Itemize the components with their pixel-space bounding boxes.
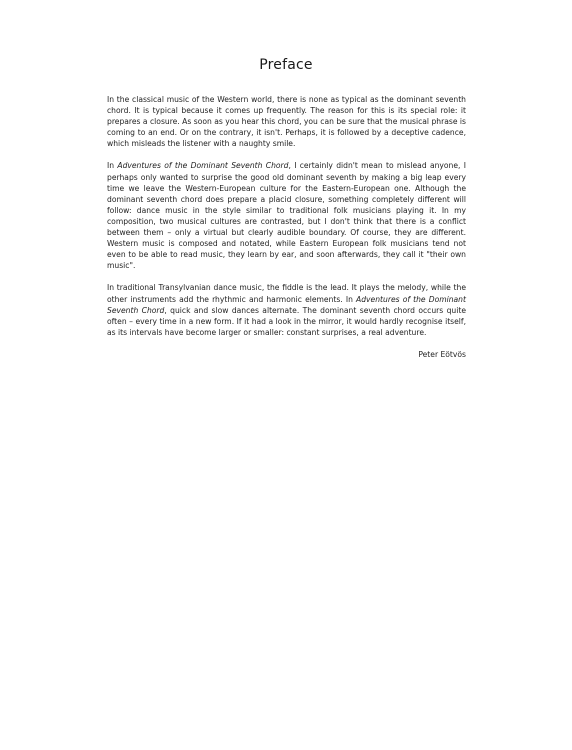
paragraph-3-text-a: In traditional Transylvanian dance music, the fiddle is the lead. It plays the melody, while the other instruments add the rhythmic and harmonic elements. In [107, 283, 466, 304]
paragraph-1 [107, 94, 466, 149]
paragraph-3-text-b: , quick and slow dances alternate. The dominant seventh chord occurs quite often – every time in a new form. If it had a look in the mirror, it would hardly recognise itself, as its intervals have become larger or smaller: constant surprises, a real adventure. [107, 305, 466, 337]
paragraph-2 [107, 160, 466, 271]
paragraph-2-work-title: Adventures of the Dominant Seventh Chord [117, 161, 289, 171]
paragraph-2-text-a: In [107, 161, 118, 171]
paragraph-2-text-b: , I certainly didn't mean to mislead anyone, I perhaps only wanted to surprise the good old dominant seventh by making a big leap every time we leave the Western-European culture for the Eastern-European one. Although the dominant seventh chord does prepare a placid closure, something completely different will follow: dance music in the style similar to traditional folk musicians playing it. In my composition, two musical cultures are contrasted, but I don't think that there is a conflict between them – only a virtual but clearly audible boundary. Of course, they are different. Western music is composed and notated, while Eastern European folk musicians tend not even to be able to read music, they learn by ear, and soon afterwards, they call it "their own music". [107, 161, 467, 271]
page-title: Preface [259, 57, 313, 73]
preface-body [107, 94, 466, 360]
author-signature: Peter Eötvös [418, 349, 466, 359]
paragraph-1-text: In the classical music of the Western world, there is none as typical as the dominant seventh chord. It is typical because it comes up frequently. The reason for this is its special role: it prepares a closure. As soon as you hear this chord, you can be sure that the musical phrase is coming to an end. Or on the contrary, it isn't. Perhaps, it is followed by a deceptive cadence, which misleads the listener with a naughty smile. [107, 95, 466, 149]
paragraph-3 [107, 282, 466, 337]
paragraph-3-work-title: Adventures of the Dominant Seventh Chord [107, 294, 466, 315]
